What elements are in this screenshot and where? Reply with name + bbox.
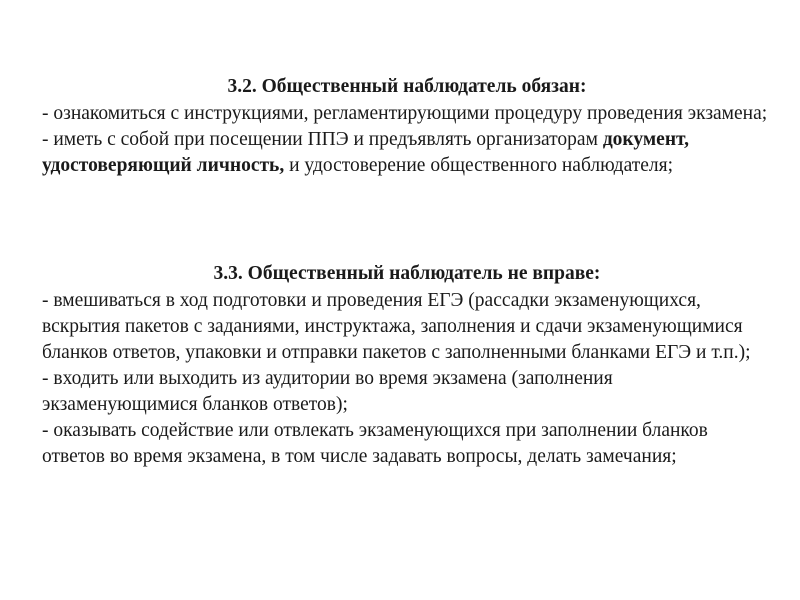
list-item-documents-text-after: и удостоверение общественного наблюдателя; bbox=[284, 155, 674, 176]
section-heading-duties: 3.2. Общественный наблюдатель обязан: bbox=[227, 76, 587, 97]
list-item-assist-distract: - оказывать содействие или отвлекать экзаменующихся при заполнении бланков ответов во время экзамена, в том числе задавать вопросы, делать замечания; bbox=[42, 420, 708, 467]
section-heading-prohibitions: 3.3. Общественный наблюдатель не вправе: bbox=[213, 263, 601, 284]
list-item-instructions: - ознакомиться с инструкциями, регламентирующими процедуру проведения экзамена; bbox=[42, 103, 768, 124]
section-observer-prohibitions bbox=[42, 261, 772, 470]
section-observer-duties bbox=[42, 74, 772, 179]
list-item-interfere: - вмешиваться в ход подготовки и проведения ЕГЭ (рассадки экзаменующихся, вскрытия пакетов с заданиями, инструктажа, заполнения и сдачи экзаменующимися бланков ответов, упаковки и отправки пакетов с заполненными бланками ЕГЭ и т.п.); bbox=[42, 290, 751, 363]
list-item-documents-text-before: - иметь с собой при посещении ППЭ и предъявлять организаторам bbox=[42, 129, 603, 150]
list-item-enter-exit: - входить или выходить из аудитории во время экзамена (заполнения экзаменующимися бланков ответов); bbox=[42, 368, 613, 415]
list-item-documents-bold: документ, удостоверяющий личность, bbox=[42, 129, 690, 176]
list-item-documents bbox=[42, 127, 772, 179]
